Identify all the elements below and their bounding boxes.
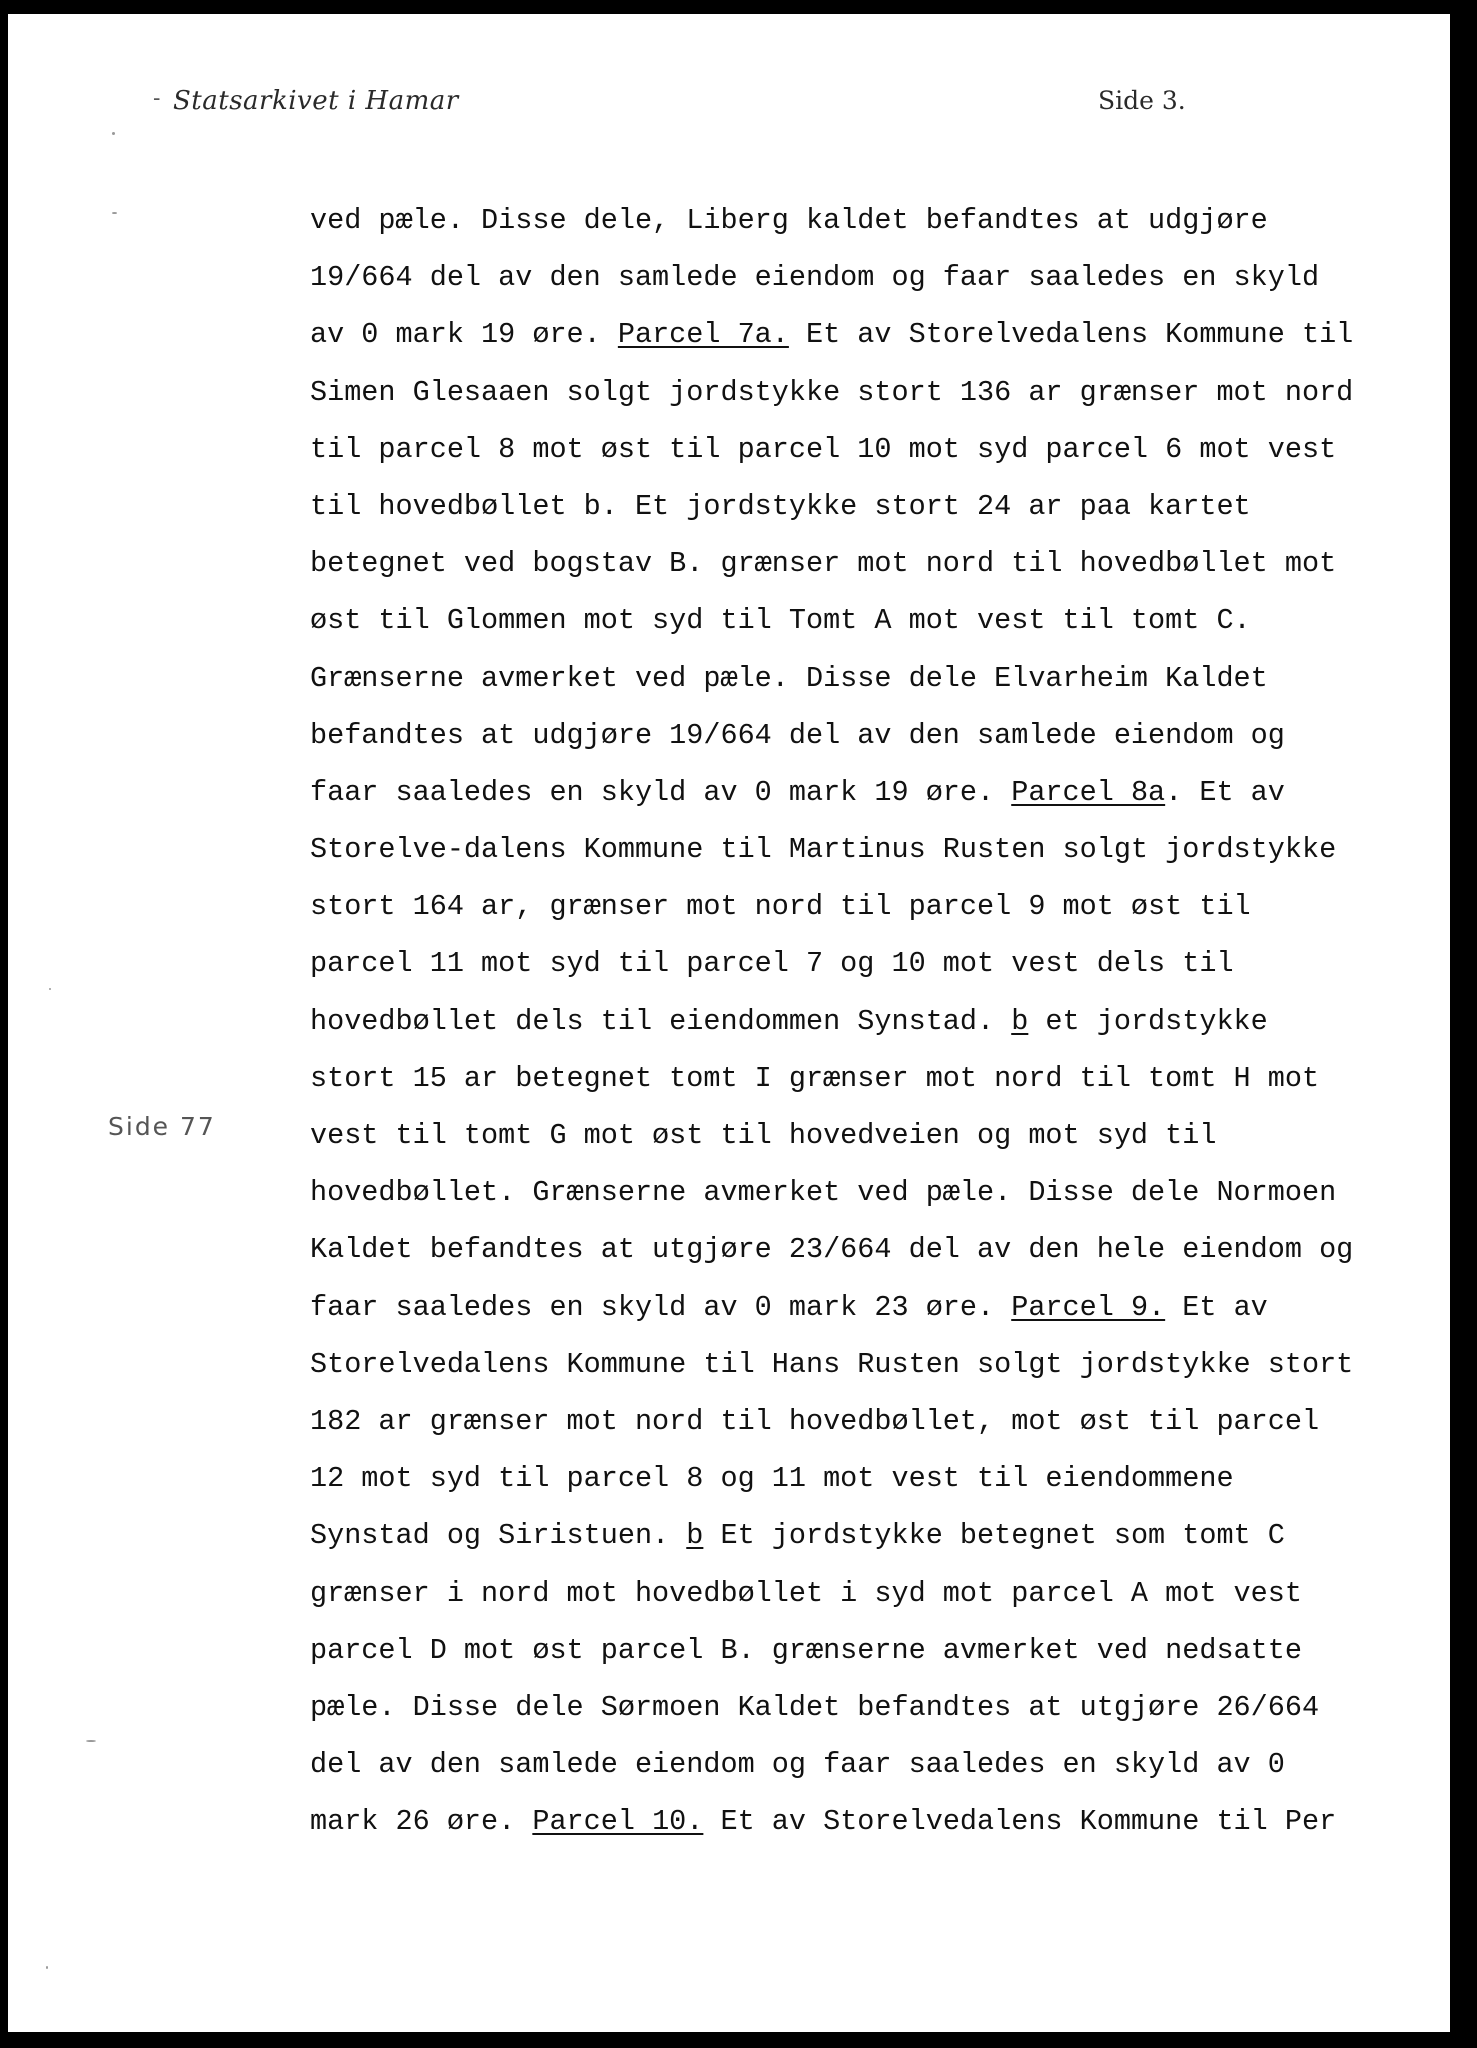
- scan-speck: [112, 212, 117, 214]
- text-segment: faar saaledes en skyld av 0 mark 19 øre.: [310, 775, 1012, 809]
- scan-speck: [112, 132, 115, 135]
- text-line: [310, 1736, 1420, 1793]
- text-line: [310, 535, 1420, 592]
- text-segment: til parcel 8 mot øst til parcel 10 mot syd parcel 6 mot vest: [310, 432, 1337, 466]
- text-segment: 19/664 del av den samlede eiendom og faar saaledes en skyld: [310, 261, 1320, 295]
- text-segment: Storelvedalens Kommune til Hans Rusten solgt jordstykke stort: [310, 1347, 1354, 1381]
- text-line: [310, 1279, 1420, 1336]
- underlined-parcel-reference: Parcel 9.: [1011, 1290, 1166, 1324]
- page-number: Side 3.: [1098, 86, 1186, 115]
- text-line: [310, 935, 1420, 992]
- text-segment: hovedbøllet. Grænserne avmerket ved pæle. Disse dele Normoen: [310, 1176, 1337, 1210]
- text-segment: et jordstykke: [1028, 1004, 1268, 1038]
- text-line: [310, 1565, 1420, 1622]
- underlined-parcel-reference: Parcel 7a.: [617, 318, 789, 352]
- text-line: [310, 306, 1420, 363]
- text-line: [310, 1679, 1420, 1736]
- text-segment: vest til tomt G mot øst til hovedveien og mot syd til: [310, 1119, 1217, 1152]
- scan-speck: [46, 1966, 48, 1969]
- text-segment: av 0 mark 19 øre.: [310, 318, 618, 352]
- text-line: [310, 650, 1420, 707]
- scan-speck: [86, 1740, 96, 1742]
- text-line: [310, 1507, 1420, 1564]
- text-line: [310, 878, 1420, 935]
- text-segment: . Et av: [1165, 775, 1285, 809]
- text-segment: Grænserne avmerket ved pæle. Disse dele Elvarheim Kaldet: [310, 661, 1268, 695]
- text-line: [310, 1336, 1420, 1393]
- text-line: [310, 1622, 1420, 1679]
- text-segment: Et av Storelvedalens Kommune til Per: [703, 1805, 1337, 1839]
- text-line: [310, 764, 1420, 821]
- text-line: [310, 1050, 1420, 1107]
- text-segment: grænser i nord mot hovedbøllet i syd mot parcel A mot vest: [310, 1576, 1302, 1610]
- underlined-parcel-reference: Parcel 8a: [1011, 775, 1166, 809]
- text-segment: stort 164 ar, grænser mot nord til parcel 9 mot øst til: [310, 890, 1251, 924]
- text-segment: Synstad og Siristuen.: [310, 1519, 687, 1553]
- text-line: [310, 1164, 1420, 1221]
- text-line: [310, 592, 1420, 649]
- text-line: [310, 707, 1420, 764]
- text-segment: Kaldet befandtes at utgjøre 23/664 del av den hele eiendom og: [310, 1233, 1354, 1267]
- text-line: [310, 821, 1420, 878]
- text-segment: stort 15 ar betegnet tomt I grænser mot nord til tomt H mot: [310, 1061, 1320, 1095]
- text-segment: Simen Glesaaen solgt jordstykke stort 136 ar grænser mot nord: [310, 375, 1354, 409]
- text-line: [310, 1107, 1420, 1164]
- text-line: [310, 478, 1420, 535]
- text-segment: 12 mot syd til parcel 8 og 11 mot vest til eiendommene: [310, 1462, 1234, 1496]
- text-line: [310, 364, 1420, 421]
- text-line: [310, 1450, 1420, 1507]
- text-segment: Et av Storelvedalens Kommune til: [788, 318, 1354, 352]
- text-segment: parcel D mot øst parcel B. grænserne avmerket ved nedsatte: [310, 1633, 1302, 1667]
- text-segment: Storelve-dalens Kommune til Martinus Rusten solgt jordstykke: [310, 833, 1337, 867]
- text-line: [310, 192, 1420, 249]
- text-line: [310, 993, 1420, 1050]
- archive-header: Statsarkivet i Hamar: [173, 86, 459, 116]
- text-segment: parcel 11 mot syd til parcel 7 og 10 mot vest dels til: [310, 947, 1234, 981]
- text-line: [310, 421, 1420, 478]
- text-segment: faar saaledes en skyld av 0 mark 23 øre.: [310, 1290, 1012, 1324]
- text-segment: betegnet ved bogstav B. grænser mot nord til hovedbøllet mot: [310, 547, 1337, 581]
- text-segment: hovedbøllet dels til eiendommen Synstad.: [310, 1004, 1012, 1038]
- text-segment: Et jordstykke betegnet som tomt C: [703, 1519, 1285, 1553]
- text-segment: del av den samlede eiendom og faar saaledes en skyld av 0: [310, 1748, 1285, 1782]
- text-line: [310, 1793, 1420, 1850]
- text-segment: pæle. Disse dele Sørmoen Kaldet befandtes at utgjøre 26/664: [310, 1690, 1320, 1724]
- text-segment: til hovedbøllet b. Et jordstykke stort 24 ar paa kartet: [310, 489, 1251, 523]
- underlined-parcel-reference: b: [686, 1519, 704, 1553]
- text-line: [310, 1221, 1420, 1278]
- underlined-parcel-reference: Parcel 10.: [532, 1805, 704, 1839]
- header-dash: -: [153, 86, 161, 111]
- underlined-parcel-reference: b: [1011, 1004, 1029, 1038]
- text-segment: øst til Glommen mot syd til Tomt A mot vest til tomt C.: [310, 604, 1251, 638]
- text-segment: Et av: [1165, 1290, 1268, 1324]
- text-segment: befandtes at udgjøre 19/664 del av den samlede eiendom og: [310, 718, 1285, 752]
- document-body: [310, 192, 1420, 1850]
- text-line: [310, 249, 1420, 306]
- text-segment: ved pæle. Disse dele, Liberg kaldet befandtes at udgjøre: [310, 204, 1268, 237]
- scan-speck: [49, 988, 51, 990]
- text-segment: 182 ar grænser mot nord til hovedbøllet, mot øst til parcel: [310, 1404, 1320, 1438]
- text-segment: mark 26 øre.: [310, 1805, 533, 1839]
- document-page: [8, 14, 1450, 2032]
- text-line: [310, 1393, 1420, 1450]
- margin-page-reference: Side 77: [108, 1112, 216, 1141]
